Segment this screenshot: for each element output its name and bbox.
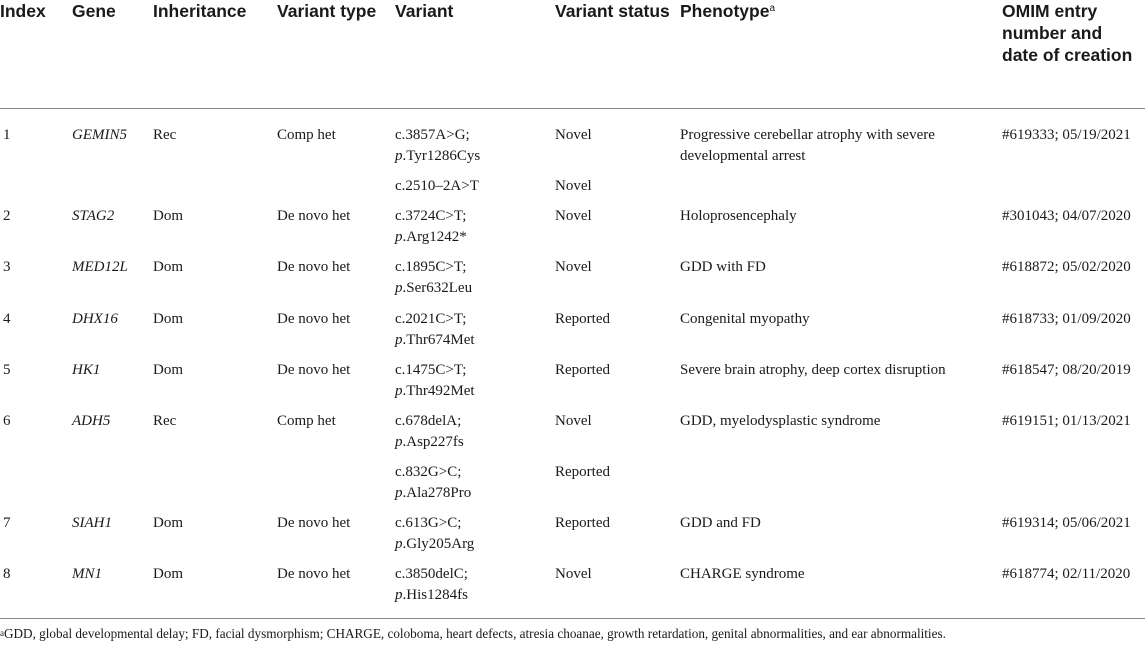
cell-variant-status-text: Reported — [555, 464, 610, 480]
cell-variant-type-text: De novo het — [277, 566, 351, 582]
cell-omim-text: #618872; 05/02/2020 — [1002, 259, 1131, 275]
cell-variant-type — [277, 504, 395, 555]
variant-protein-prefix: p — [395, 148, 403, 164]
variant-protein — [395, 227, 555, 248]
cell-variant — [395, 402, 555, 453]
table-row — [0, 504, 1145, 555]
cell-variant-type — [277, 248, 395, 300]
header-phenotype-label: Phenotype — [680, 1, 770, 21]
cell-inheritance-text: Dom — [153, 362, 183, 378]
cell-index-text: 2 — [3, 208, 11, 224]
cell-variant-type-text: De novo het — [277, 515, 351, 531]
cell-gene-text: DHX16 — [72, 311, 118, 327]
cell-variant-status-text: Novel — [555, 566, 592, 582]
cell-omim — [1002, 402, 1145, 453]
cell-phenotype — [680, 555, 1002, 607]
cell-phenotype — [680, 167, 1002, 197]
cell-gene-text: HK1 — [72, 362, 101, 378]
cell-phenotype-text: GDD, myelodysplastic syndrome — [680, 413, 881, 429]
cell-index — [0, 402, 72, 453]
cell-omim — [1002, 300, 1145, 351]
variant-protein — [395, 432, 555, 453]
cell-index-text: 1 — [3, 127, 11, 143]
cell-variant — [395, 453, 555, 504]
cell-omim-text: #301043; 04/07/2020 — [1002, 208, 1131, 224]
cell-variant-status — [555, 555, 680, 607]
cell-variant-status — [555, 300, 680, 351]
cell-gene — [72, 402, 153, 453]
variant-protein — [395, 330, 555, 351]
cell-gene — [72, 109, 153, 168]
cell-omim — [1002, 453, 1145, 504]
cell-inheritance-text: Dom — [153, 566, 183, 582]
variant-cdna: c.678delA; — [395, 413, 462, 429]
cell-omim-text: #619333; 05/19/2021 — [1002, 127, 1131, 143]
cell-phenotype — [680, 402, 1002, 453]
cell-phenotype-text: Congenital myopathy — [680, 311, 810, 327]
cell-gene-text: SIAH1 — [72, 515, 112, 531]
cell-variant-type-text: De novo het — [277, 362, 351, 378]
cell-index — [0, 300, 72, 351]
variant-protein — [395, 278, 555, 299]
variant-protein — [395, 381, 555, 402]
cell-gene — [72, 555, 153, 607]
cell-omim — [1002, 351, 1145, 402]
table-row — [0, 197, 1145, 248]
cell-phenotype — [680, 109, 1002, 168]
variant-cdna: c.613G>C; — [395, 515, 462, 531]
table-body — [0, 109, 1145, 608]
cell-phenotype-text: Holoprosencephaly — [680, 208, 797, 224]
cell-variant-type — [277, 453, 395, 504]
cell-inheritance-text: Dom — [153, 311, 183, 327]
cell-inheritance — [153, 248, 277, 300]
header-variant-type: Variant type — [277, 0, 395, 109]
cell-variant-status-text: Novel — [555, 178, 592, 194]
variant-protein-prefix: p — [395, 280, 403, 296]
cell-phenotype — [680, 300, 1002, 351]
cell-inheritance — [153, 504, 277, 555]
cell-gene — [72, 167, 153, 197]
footnote-text: GDD, global developmental delay; FD, facial dysmorphism; CHARGE, coloboma, heart defects, atresia choanae, growth retardation, genital abnormalities, and ear abnormalities. — [4, 626, 946, 641]
cell-inheritance-text: Dom — [153, 515, 183, 531]
cell-omim-text: #619314; 05/06/2021 — [1002, 515, 1131, 531]
cell-variant-type — [277, 167, 395, 197]
cell-omim-text: #618547; 08/20/2019 — [1002, 362, 1131, 378]
cell-gene-text: GEMIN5 — [72, 127, 127, 143]
variant-protein-change: .Tyr1286Cys — [402, 148, 481, 164]
variant-protein-prefix: p — [395, 383, 403, 399]
variant-cdna: c.2510–2A>T — [395, 178, 479, 194]
cell-omim — [1002, 197, 1145, 248]
cell-index — [0, 351, 72, 402]
cell-variant — [395, 197, 555, 248]
cell-index — [0, 248, 72, 300]
table-row — [0, 300, 1145, 351]
header-index: Index — [0, 0, 72, 109]
cell-omim — [1002, 555, 1145, 607]
variant-protein-change: .Asp227fs — [402, 434, 464, 450]
variant-protein-prefix: p — [395, 536, 403, 552]
cell-variant — [395, 351, 555, 402]
cell-phenotype — [680, 248, 1002, 300]
cell-variant-status-text: Novel — [555, 208, 592, 224]
cell-inheritance — [153, 167, 277, 197]
table-row — [0, 453, 1145, 504]
cell-phenotype — [680, 504, 1002, 555]
variant-protein — [395, 585, 555, 606]
table-row — [0, 248, 1145, 300]
cell-variant — [395, 504, 555, 555]
cell-variant — [395, 300, 555, 351]
cell-omim — [1002, 504, 1145, 555]
cell-variant-status — [555, 453, 680, 504]
cell-phenotype-text: Severe brain atrophy, deep cortex disruption — [680, 362, 946, 378]
variant-cdna: c.1475C>T; — [395, 362, 467, 378]
cell-variant — [395, 555, 555, 607]
cell-variant-type — [277, 109, 395, 168]
variant-protein-change: .Gly205Arg — [402, 536, 475, 552]
cell-variant-status — [555, 248, 680, 300]
cell-index-text: 8 — [3, 566, 11, 582]
header-variant-status: Variant status — [555, 0, 680, 109]
cell-index — [0, 197, 72, 248]
cell-inheritance-text: Rec — [153, 413, 177, 429]
cell-gene — [72, 248, 153, 300]
cell-variant-type — [277, 555, 395, 607]
cell-variant-status-text: Novel — [555, 413, 592, 429]
cell-phenotype-text: GDD with FD — [680, 259, 766, 275]
cell-variant-status — [555, 109, 680, 168]
cell-variant-type — [277, 300, 395, 351]
variant-protein-prefix: p — [395, 587, 403, 603]
variant-cdna: c.832G>C; — [395, 464, 462, 480]
cell-index — [0, 167, 72, 197]
variant-protein-change: .Arg1242* — [402, 229, 467, 245]
cell-variant-type — [277, 351, 395, 402]
cell-gene-text: MN1 — [72, 566, 102, 582]
variant-protein-prefix: p — [395, 485, 403, 501]
cell-variant-status — [555, 351, 680, 402]
variant-cdna: c.3857A>G; — [395, 127, 470, 143]
cell-variant — [395, 109, 555, 168]
header-phenotype-sup: a — [769, 3, 776, 14]
variant-protein — [395, 534, 555, 555]
cell-variant-type-text: Comp het — [277, 413, 336, 429]
cell-index — [0, 504, 72, 555]
cell-inheritance-text: Rec — [153, 127, 177, 143]
variant-protein-prefix: p — [395, 434, 403, 450]
cell-index — [0, 555, 72, 607]
variant-cdna: c.1895C>T; — [395, 259, 467, 275]
cell-inheritance — [153, 351, 277, 402]
cell-variant-type — [277, 197, 395, 248]
cell-variant-status — [555, 504, 680, 555]
cell-phenotype-text: CHARGE syndrome — [680, 566, 805, 582]
header-omim: OMIM entry number and date of creation — [1002, 0, 1145, 109]
cell-variant-type-text: De novo het — [277, 259, 351, 275]
table-row — [0, 402, 1145, 453]
variant-protein-change: .His1284fs — [402, 587, 468, 603]
header-inheritance: Inheritance — [153, 0, 277, 109]
cell-variant-type-text: De novo het — [277, 208, 351, 224]
cell-gene-text: MED12L — [72, 259, 128, 275]
cell-variant — [395, 167, 555, 197]
cell-variant-status-text: Novel — [555, 259, 592, 275]
cell-gene — [72, 300, 153, 351]
cell-index — [0, 453, 72, 504]
cell-omim-text: #619151; 01/13/2021 — [1002, 413, 1131, 429]
variant-cdna: c.3724C>T; — [395, 208, 467, 224]
cell-omim — [1002, 248, 1145, 300]
cell-omim — [1002, 167, 1145, 197]
variant-protein-change: .Thr674Met — [402, 332, 475, 348]
cell-inheritance — [153, 402, 277, 453]
cell-variant-type — [277, 402, 395, 453]
cell-gene-text: ADH5 — [72, 413, 111, 429]
cell-phenotype-text: Progressive cerebellar atrophy with severe developmental arrest — [680, 127, 935, 164]
cell-index — [0, 109, 72, 168]
cell-variant-status-text: Reported — [555, 362, 610, 378]
cell-variant-type-text: Comp het — [277, 127, 336, 143]
variant-protein — [395, 483, 555, 504]
cell-variant-status — [555, 197, 680, 248]
cell-variant-type-text: De novo het — [277, 311, 351, 327]
cell-index-text: 6 — [3, 413, 11, 429]
cell-omim-text: #618774; 02/11/2020 — [1002, 566, 1131, 582]
cell-inheritance — [153, 300, 277, 351]
variant-protein-change: .Thr492Met — [402, 383, 475, 399]
cell-index-text: 4 — [3, 311, 11, 327]
table-row — [0, 555, 1145, 607]
footnote-sup: a — [0, 628, 4, 638]
cell-variant — [395, 248, 555, 300]
header-phenotype — [680, 0, 1002, 109]
cell-index-text: 3 — [3, 259, 11, 275]
cell-variant-status-text: Reported — [555, 515, 610, 531]
cell-inheritance — [153, 555, 277, 607]
header-variant: Variant — [395, 0, 555, 109]
cell-index-text: 7 — [3, 515, 11, 531]
cell-inheritance-text: Dom — [153, 259, 183, 275]
cell-inheritance — [153, 197, 277, 248]
cell-phenotype — [680, 351, 1002, 402]
header-gene: Gene — [72, 0, 153, 109]
table-row — [0, 167, 1145, 197]
cell-variant-status-text: Reported — [555, 311, 610, 327]
footnote — [0, 626, 946, 642]
cell-index-text: 5 — [3, 362, 11, 378]
table-row — [0, 351, 1145, 402]
cell-omim-text: #618733; 01/09/2020 — [1002, 311, 1131, 327]
variant-protein — [395, 146, 555, 167]
cell-variant-status — [555, 402, 680, 453]
header-row — [0, 0, 1145, 109]
cell-gene — [72, 504, 153, 555]
variant-protein-change: .Ser632Leu — [402, 280, 473, 296]
cell-variant-status — [555, 167, 680, 197]
cell-gene — [72, 453, 153, 504]
variant-cdna: c.3850delC; — [395, 566, 468, 582]
cell-inheritance — [153, 109, 277, 168]
cell-variant-status-text: Novel — [555, 127, 592, 143]
variant-protein-change: .Ala278Pro — [402, 485, 472, 501]
cell-gene — [72, 351, 153, 402]
variant-protein-prefix: p — [395, 332, 403, 348]
table-bottom-rule — [0, 618, 1145, 619]
cell-inheritance-text: Dom — [153, 208, 183, 224]
cell-phenotype — [680, 453, 1002, 504]
cell-phenotype — [680, 197, 1002, 248]
cell-inheritance — [153, 453, 277, 504]
cell-gene-text: STAG2 — [72, 208, 115, 224]
table-row — [0, 109, 1145, 168]
variant-cdna: c.2021C>T; — [395, 311, 467, 327]
cell-phenotype-text: GDD and FD — [680, 515, 761, 531]
cell-gene — [72, 197, 153, 248]
variant-protein-prefix: p — [395, 229, 403, 245]
cell-omim — [1002, 109, 1145, 168]
